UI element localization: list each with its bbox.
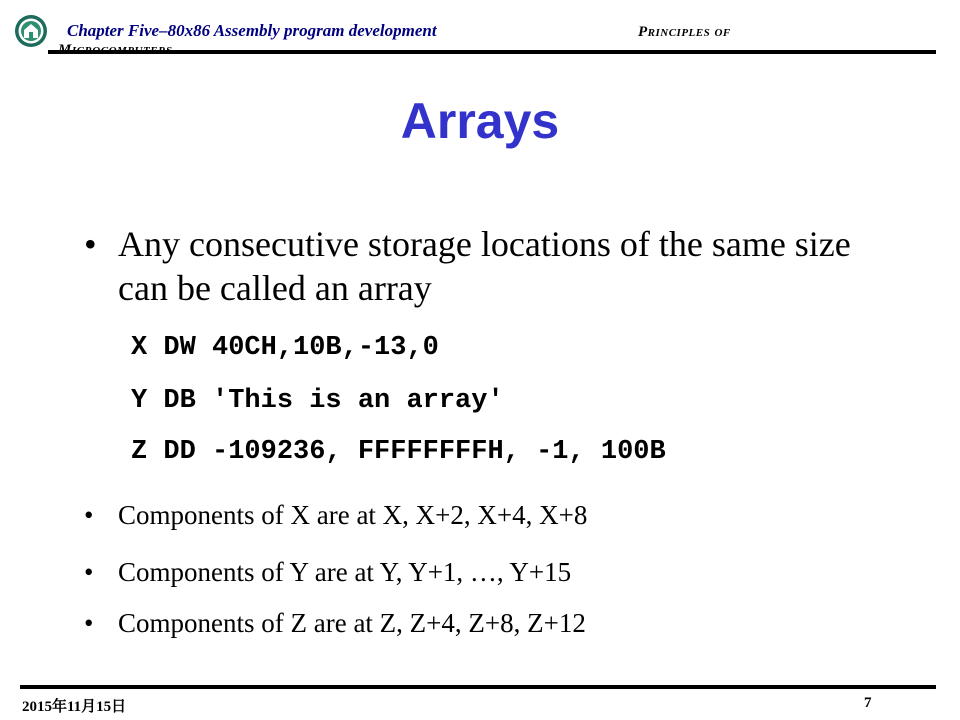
bullet-text: Components of X are at X, X+2, X+4, X+8 [118,500,588,530]
code-line: Y DB 'This is an array' [131,386,504,416]
page-number: 7 [864,695,872,711]
header-divider [48,50,936,54]
university-seal-icon [14,14,48,48]
bullet-marker: • [84,557,94,587]
footer-date: 2015年11月15日 [22,699,127,715]
code-line: X DW 40CH,10B,-13,0 [131,333,439,363]
bullet-text: Components of Z are at Z, Z+4, Z+8, Z+12 [118,608,586,638]
bullet-marker: • [84,500,94,530]
bullet-marker: • [84,608,94,638]
code-line: Z DD -109236, FFFFFFFFH, -1, 100B [131,437,666,467]
course-title: Principles of [638,24,731,40]
chapter-title: Chapter Five–80x86 Assembly program development [67,21,437,40]
bullet-marker: • [84,224,97,264]
slide-title: Arrays [400,93,560,149]
footer-divider [20,685,936,689]
bullet-text: Components of Y are at Y, Y+1, …, Y+15 [118,557,572,587]
bullet-text: Any consecutive storage locations of the same size can be called an array [118,224,851,308]
